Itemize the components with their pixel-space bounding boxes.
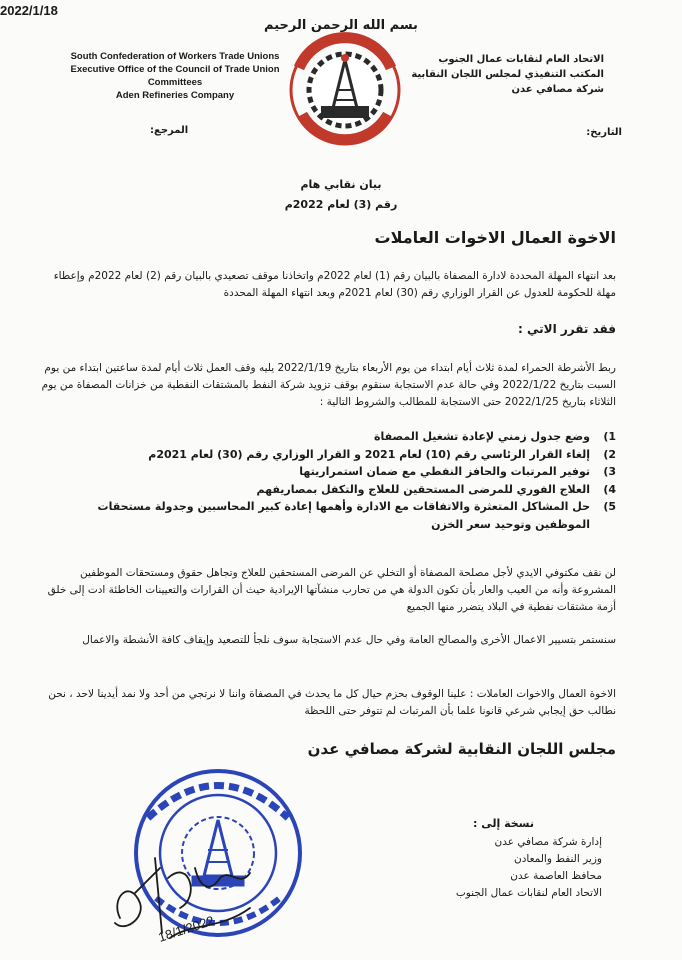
english-letterhead bbox=[60, 50, 290, 102]
closing-paragraph: الاخوة العمال والاخوات العاملات : علينا الوقوف بحزم حيال كل ما يحدث في المصفاة واننا لا نرتجي من أحد ولا نمد أيدينا لاحد ، نحن نطالب حق إيجابي شرعي قانونا علما بأن المرتبات لم تتوفر حتى اللحظة bbox=[48, 688, 616, 717]
arabic-letterhead bbox=[404, 52, 604, 97]
letterhead-en-line: Executive Office of the Council of Trade Union bbox=[70, 64, 280, 75]
letterhead-ar-line: شركة مصافي عدن bbox=[511, 84, 604, 95]
list-item-number: 5) bbox=[603, 500, 616, 513]
list-item: إدارة شركة مصافي عدن bbox=[494, 836, 602, 848]
list-item: محافظ العاصمة عدن bbox=[510, 870, 602, 882]
intro-paragraph: بعد انتهاء المهلة المحددة لادارة المصفاة بالبيان رقم (1) لعام 2022م واتخاذنا موقف تصعيدي بالبيان رقم (2) لعام 2022م وإعطاء مهلة للحكومة للعدول عن القرار الوزاري رقم (30) لعام 2021م وبعد انتهاء المهلة المحددة bbox=[53, 270, 616, 299]
list-item: الاتحاد العام لنقابات عمال الجنوب bbox=[455, 887, 602, 899]
list-item bbox=[56, 446, 616, 464]
letterhead-en-line: Committees bbox=[147, 77, 203, 88]
list-item bbox=[56, 428, 616, 446]
reference-label: المرجع: bbox=[150, 125, 189, 136]
list-item-text: حل المشاكل المتعثرة والاتفاقات مع الادارة وأهمها إعادة كبير المحاسبين وجدولة مستحقات الموظفين وتوحيد سعر الخزن bbox=[97, 500, 590, 531]
letterhead-en-line: Aden Refineries Company bbox=[115, 90, 235, 101]
basmala: بسم الله الرحمن الرحيم bbox=[264, 18, 418, 33]
statement-title: بيان نقابي هام bbox=[300, 178, 382, 191]
copies-list bbox=[382, 834, 602, 902]
list-item bbox=[56, 498, 616, 533]
list-item-text: إلغاء القرار الرئاسي رقم (10) لعام 2021 و القرار الوزاري رقم (30) لعام 2021م bbox=[148, 447, 590, 461]
signatory-council: مجلس اللجان النقابية لشركة مصافي عدن bbox=[307, 740, 616, 758]
union-logo bbox=[285, 28, 405, 156]
escalation-paragraph: سنستمر بتسيير الاعمال الأخرى والمصالح العامة وفي حال عدم الاستجابة سوف نلجأ للتصعيد وإيقاف كافة الأنشطة والاعمال bbox=[82, 634, 616, 646]
statement-number: رقم (3) لعام 2022م bbox=[284, 198, 398, 211]
salutation: الاخوة العمال الاخوات العاملات bbox=[374, 228, 616, 247]
decided-heading: فقد تقرر الاتي : bbox=[518, 322, 616, 336]
letterhead-ar-line: المكتب التنفيذي لمجلس اللجان النقابية bbox=[411, 69, 604, 80]
svg-text:18/1/2022: 18/1/2022 bbox=[156, 912, 216, 945]
list-item-text: وضع جدول زمني لإعادة تشغيل المصفاة bbox=[373, 430, 590, 443]
list-item bbox=[56, 463, 616, 481]
date-value bbox=[0, 0, 58, 19]
copies-title: نسخة إلى : bbox=[472, 817, 534, 830]
list-item-number: 2) bbox=[603, 447, 616, 461]
list-item-text: توفير المرتبات والحافز النفطي مع ضمان استمراريتها bbox=[299, 465, 590, 478]
list-item-number: 4) bbox=[603, 482, 616, 496]
list-item bbox=[56, 481, 616, 499]
list-item-number: 1) bbox=[603, 430, 616, 443]
list-item-text: العلاج الفوري للمرضى المستحقين للعلاج والتكفل بمصاريفهم bbox=[256, 482, 590, 496]
hands-paragraph: لن نقف مكتوفي الايدي لأجل مصلحة المصفاة أو التخلي عن المرضى المستحقين للعلاج وتجاهل حقوق ومستحقات الموظفين المشروعة وأنه من العيب والعار بأن تكون الدولة هي من تحارب منشآتها الإيرادية حيث أن القرارات والتعيينات الخاطئة ادت إلى خلق أزمة مشتقات نفطية في البلاد يتضرر منها الجميع bbox=[47, 567, 616, 613]
list-item: وزير النفط والمعادن bbox=[513, 853, 602, 865]
letterhead-ar-line: الاتحاد العام لنقابات عمال الجنوب bbox=[438, 54, 604, 65]
date-text: 2022/1/18 bbox=[0, 3, 58, 18]
date-label: التاريخ: bbox=[586, 127, 622, 138]
letterhead-en-line: South Confederation of Workers Trade Unions bbox=[70, 51, 280, 62]
list-item-number: 3) bbox=[603, 465, 616, 478]
signature bbox=[100, 838, 270, 948]
decision-paragraph: ربط الأشرطة الحمراء لمدة ثلاث أيام ابتداء من يوم الأربعاء بتاريخ 2022/1/19 يليه وقف العمل ثلاث أيام لمدة ساعتين ابتداء من يوم السبت بتاريخ 2022/1/22 وفي حالة عدم الاستجابة سنقوم بوقف تزويد شركة النفط بالمشتقات النفطية من خزانات المصفاة من يوم الثلاثاء بتاريخ 2022/1/25 حتى الاستجابة للمطالب والشروط التالية : bbox=[41, 362, 616, 408]
demands-list bbox=[56, 428, 616, 533]
